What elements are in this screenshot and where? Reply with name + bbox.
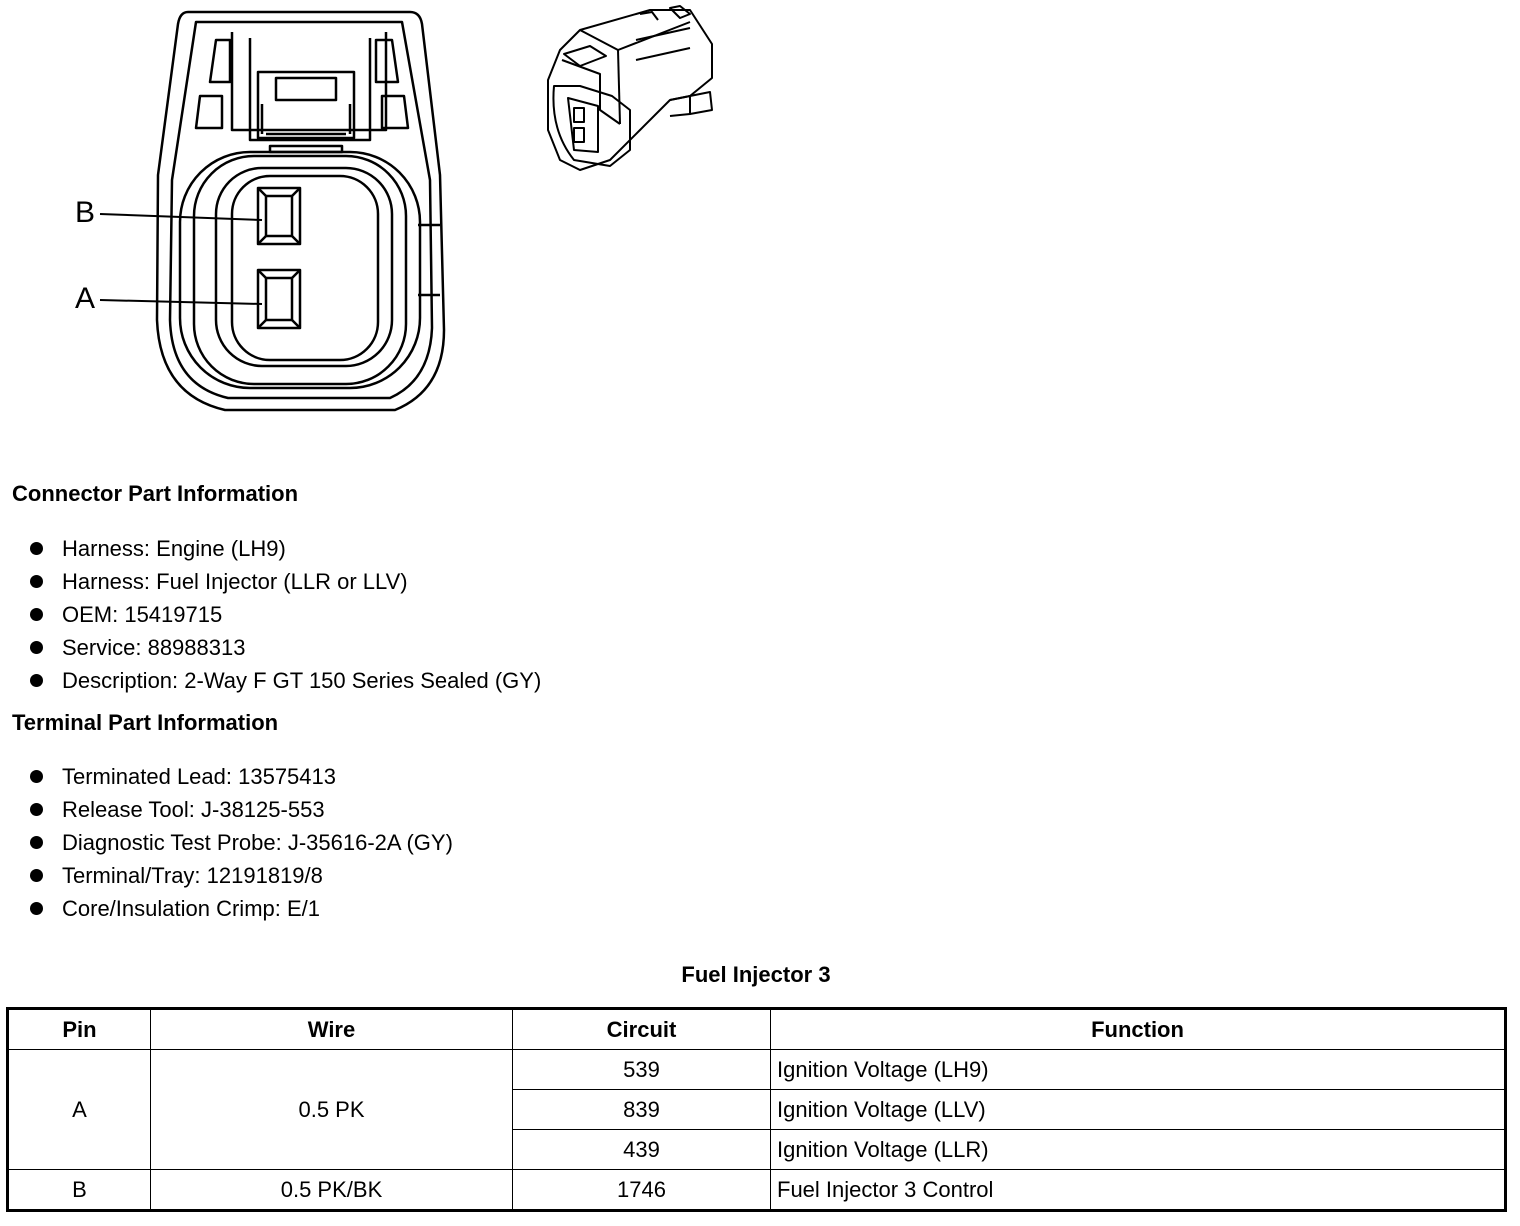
list-item-text: OEM: 15419715 xyxy=(62,602,223,627)
list-item xyxy=(30,859,453,892)
header-wire: Wire xyxy=(151,1009,513,1050)
pin-b-label: B xyxy=(75,196,96,229)
bullet-icon xyxy=(30,836,43,849)
wire-cell: 0.5 PK/BK xyxy=(151,1170,513,1211)
list-item-text: Harness: Fuel Injector (LLR or LLV) xyxy=(62,569,408,594)
header-function: Function xyxy=(771,1009,1506,1050)
function-cell: Ignition Voltage (LH9) xyxy=(771,1050,1506,1090)
bullet-icon xyxy=(30,869,43,882)
table-row xyxy=(8,1170,1506,1211)
connector-face-diagram xyxy=(0,0,460,430)
list-item xyxy=(30,631,541,664)
bullet-icon xyxy=(30,674,43,687)
pinout-table xyxy=(6,1007,1507,1212)
function-cell: Fuel Injector 3 Control xyxy=(771,1170,1506,1211)
list-item-text: Terminated Lead: 13575413 xyxy=(62,764,336,789)
list-item-text: Service: 88988313 xyxy=(62,635,246,660)
bullet-icon xyxy=(30,902,43,915)
list-item xyxy=(30,793,453,826)
terminal-info-list xyxy=(30,760,453,925)
list-item xyxy=(30,826,453,859)
pin-cell: B xyxy=(8,1170,151,1211)
bullet-icon xyxy=(30,770,43,783)
connector-iso-illustration xyxy=(540,0,720,185)
list-item xyxy=(30,565,541,598)
circuit-cell: 839 xyxy=(513,1090,771,1130)
connector-info-heading: Connector Part Information xyxy=(12,481,299,506)
list-item-text: Diagnostic Test Probe: J-35616-2A (GY) xyxy=(62,830,453,855)
function-cell: Ignition Voltage (LLR) xyxy=(771,1130,1506,1170)
circuit-cell: 1746 xyxy=(513,1170,771,1211)
list-item xyxy=(30,664,541,697)
list-item xyxy=(30,760,453,793)
list-item-text: Terminal/Tray: 12191819/8 xyxy=(62,863,323,888)
table-header-row xyxy=(8,1009,1506,1050)
wire-cell: 0.5 PK xyxy=(151,1050,513,1170)
table-row xyxy=(8,1050,1506,1090)
bullet-icon xyxy=(30,575,43,588)
list-item xyxy=(30,532,541,565)
list-item-text: Core/Insulation Crimp: E/1 xyxy=(62,896,320,921)
table-title: Fuel Injector 3 xyxy=(681,962,831,987)
list-item xyxy=(30,892,453,925)
bullet-icon xyxy=(30,641,43,654)
circuit-cell: 439 xyxy=(513,1130,771,1170)
pin-a-label: A xyxy=(75,282,96,315)
bullet-icon xyxy=(30,608,43,621)
bullet-icon xyxy=(30,803,43,816)
terminal-info-heading: Terminal Part Information xyxy=(12,710,279,735)
pin-cell: A xyxy=(8,1050,151,1170)
bullet-icon xyxy=(30,542,43,555)
function-cell: Ignition Voltage (LLV) xyxy=(771,1090,1506,1130)
connector-info-list xyxy=(30,532,541,697)
list-item-text: Description: 2-Way F GT 150 Series Sealed (GY) xyxy=(62,668,542,693)
list-item-text: Release Tool: J-38125-553 xyxy=(62,797,325,822)
list-item-text: Harness: Engine (LH9) xyxy=(62,536,286,561)
header-circuit: Circuit xyxy=(513,1009,771,1050)
header-pin: Pin xyxy=(8,1009,151,1050)
circuit-cell: 539 xyxy=(513,1050,771,1090)
list-item xyxy=(30,598,541,631)
